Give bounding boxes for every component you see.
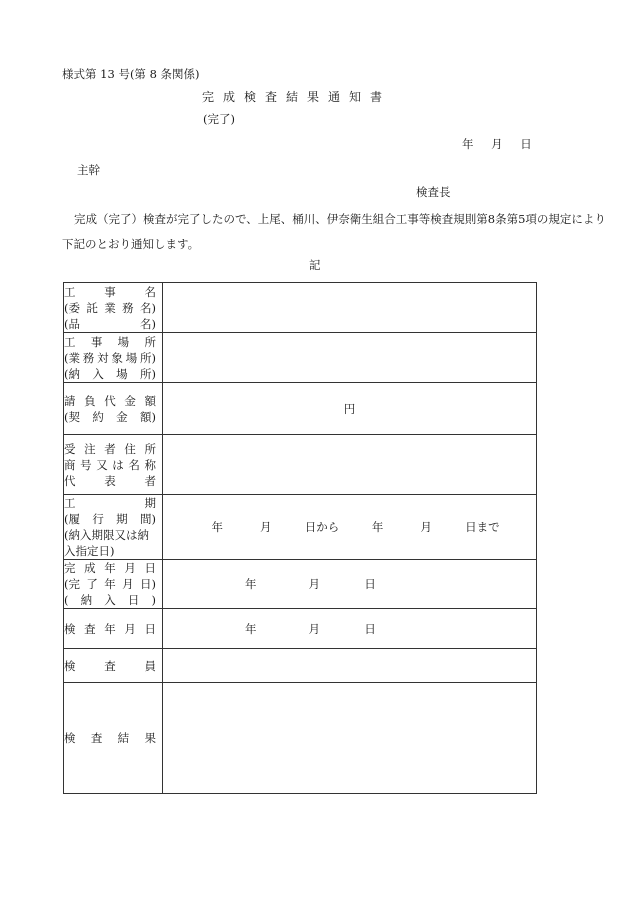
value-part: 年	[245, 577, 257, 591]
label-char: 結	[117, 731, 130, 745]
label-char: 場	[125, 350, 138, 365]
issue-date: 年 月 日	[462, 137, 532, 151]
label-char: 場	[116, 366, 128, 381]
row-label	[64, 495, 163, 560]
label-char: 事	[104, 284, 116, 299]
label-char: 日	[127, 593, 140, 607]
label-char: 果	[144, 731, 156, 745]
row-value[interactable]	[163, 435, 537, 495]
label-char: 名	[128, 457, 140, 472]
label-char: )	[151, 593, 156, 607]
label-char: 住	[124, 441, 136, 456]
value-part: 月	[259, 520, 272, 534]
label-line	[64, 457, 162, 473]
value-part: 年	[371, 520, 384, 534]
value-part: 月	[420, 520, 432, 534]
label-char: 額	[144, 393, 156, 408]
label-char: 名)	[140, 316, 156, 331]
label-char: 査	[90, 731, 103, 745]
construction-site-row	[64, 333, 537, 383]
label-char: 員	[144, 658, 156, 673]
label-char: 期	[116, 512, 128, 526]
label-char: 期	[144, 496, 156, 510]
label-char: 表	[104, 473, 116, 488]
row-label	[64, 560, 163, 609]
value-part: 年	[211, 520, 223, 534]
label-line	[64, 300, 162, 316]
label-line	[64, 409, 162, 425]
label-char: 象	[111, 350, 123, 365]
inspection-date-row	[64, 609, 537, 649]
label-char: 所	[144, 441, 156, 456]
row-label	[64, 283, 163, 333]
label-char: 名	[144, 284, 156, 299]
label-line	[64, 393, 162, 409]
label-char: 工	[64, 334, 76, 349]
label-char: 号	[80, 457, 92, 472]
label-line	[64, 473, 162, 489]
row-value[interactable]	[163, 560, 537, 609]
label-char: 成	[84, 561, 96, 575]
label-char: は	[112, 457, 124, 472]
row-label	[64, 649, 163, 683]
row-label	[64, 383, 163, 435]
row-label	[64, 333, 163, 383]
label-line	[64, 334, 162, 350]
label-char: (履	[64, 512, 80, 526]
value-part: 日から	[304, 520, 340, 534]
label-char: 代	[104, 393, 116, 408]
label-char: 所)	[139, 366, 156, 381]
label-line	[64, 495, 162, 511]
label-char: 査	[104, 658, 116, 673]
row-value[interactable]	[163, 649, 537, 683]
label-char: 業	[104, 300, 116, 315]
label-char: 工	[64, 496, 76, 510]
row-value[interactable]	[163, 383, 537, 435]
row-value[interactable]	[163, 283, 537, 333]
row-value[interactable]	[163, 333, 537, 383]
label-char: 務	[82, 350, 95, 365]
inspector-row	[64, 649, 537, 683]
label-char: 日	[144, 561, 156, 575]
value-part: 日	[364, 577, 376, 591]
label-char: 月	[122, 577, 134, 591]
result-table	[63, 282, 537, 794]
label-char: 工	[64, 284, 76, 299]
label-extra: (納入期限又は納入指定日)	[64, 528, 149, 558]
label-char: 入	[92, 366, 104, 381]
row-value[interactable]	[163, 495, 537, 560]
document-title: 完成検査結果通知書	[202, 90, 392, 104]
label-char: 金	[124, 393, 136, 408]
label-char: 額)	[139, 409, 156, 424]
form-number: 様式第 13 号(第 8 条関係)	[62, 67, 200, 81]
inspection-result-row	[64, 683, 537, 794]
label-line	[64, 592, 162, 608]
label-char: 務	[122, 300, 134, 315]
label-char: 月	[124, 621, 136, 636]
label-char: 完	[64, 561, 76, 575]
document-subtitle: (完了)	[203, 112, 235, 126]
value-part: 月	[308, 577, 320, 591]
label-char: 又	[96, 457, 108, 472]
label-char: 納	[80, 593, 93, 607]
label-char: 場	[117, 334, 130, 349]
label-line	[64, 441, 162, 457]
label-char: 月	[124, 561, 136, 575]
label-char: 負	[84, 393, 96, 408]
label-char: 請	[64, 393, 76, 408]
recipient: 主幹	[77, 163, 100, 177]
row-label	[64, 435, 163, 495]
label-char: 年	[104, 577, 116, 591]
label-line	[64, 621, 162, 637]
row-label	[64, 609, 163, 649]
label-line	[64, 730, 162, 746]
label-char: 検	[64, 658, 76, 673]
label-char: 金	[116, 409, 128, 424]
label-char: 検	[64, 731, 76, 745]
label-char: 称	[144, 457, 156, 472]
construction-period-row	[64, 495, 537, 560]
value-part: 年	[245, 621, 257, 636]
label-char: 者	[104, 441, 116, 456]
label-line	[64, 316, 162, 332]
label-char: 入	[104, 593, 116, 607]
value-part: 日	[364, 621, 376, 636]
label-char: (契	[64, 409, 80, 424]
label-char: 所)	[139, 350, 156, 365]
label-char: 注	[84, 441, 96, 456]
label-char: 年	[104, 621, 116, 636]
contractor-row	[64, 435, 537, 495]
label-char: (納	[64, 366, 80, 381]
row-label	[64, 683, 163, 794]
row-value[interactable]	[163, 683, 537, 794]
label-char: 受	[64, 441, 76, 456]
label-char: (委	[64, 300, 80, 315]
value-part: 月	[308, 621, 320, 636]
label-char: 査	[84, 621, 96, 636]
inspector-title: 検査長	[416, 185, 451, 199]
label-char: 約	[92, 409, 104, 424]
label-char: 商	[64, 457, 76, 472]
label-char: (完	[64, 577, 80, 591]
label-char: 間)	[139, 512, 156, 526]
label-line	[64, 560, 162, 576]
label-char: 者	[144, 473, 156, 488]
row-value[interactable]	[163, 609, 537, 649]
label-line	[64, 658, 162, 674]
label-line	[64, 366, 162, 382]
label-char: 所	[144, 334, 156, 349]
ki-marker: 記	[309, 258, 321, 272]
label-char: 行	[92, 512, 104, 526]
label-char: 代	[64, 473, 76, 488]
label-char: 日	[144, 621, 156, 636]
label-char: 日)	[140, 577, 156, 591]
label-char: (業	[64, 350, 80, 365]
contract-amount-row	[64, 383, 537, 435]
label-line	[64, 511, 162, 527]
notice-body: 完成（完了）検査が完了したので、上尾、桶川、伊奈衛生組合工事等検査規則第8条第5項の規定により下記のとおり通知します。	[62, 212, 606, 251]
label-char: 託	[86, 300, 98, 315]
label-char: 対	[97, 350, 109, 365]
label-char: (品	[64, 316, 80, 331]
label-char: 名)	[140, 300, 156, 315]
label-char: (	[64, 593, 69, 607]
completion-date-row	[64, 560, 537, 609]
label-line	[64, 284, 162, 300]
label-line	[64, 576, 162, 592]
construction-name-row	[64, 283, 537, 333]
value-part: 日まで	[465, 520, 500, 534]
label-char: 了	[86, 577, 98, 591]
value-text: 円	[343, 401, 356, 416]
label-char: 事	[90, 334, 103, 349]
label-char: 検	[64, 621, 76, 636]
label-line	[64, 350, 162, 366]
label-char: 年	[104, 561, 116, 575]
